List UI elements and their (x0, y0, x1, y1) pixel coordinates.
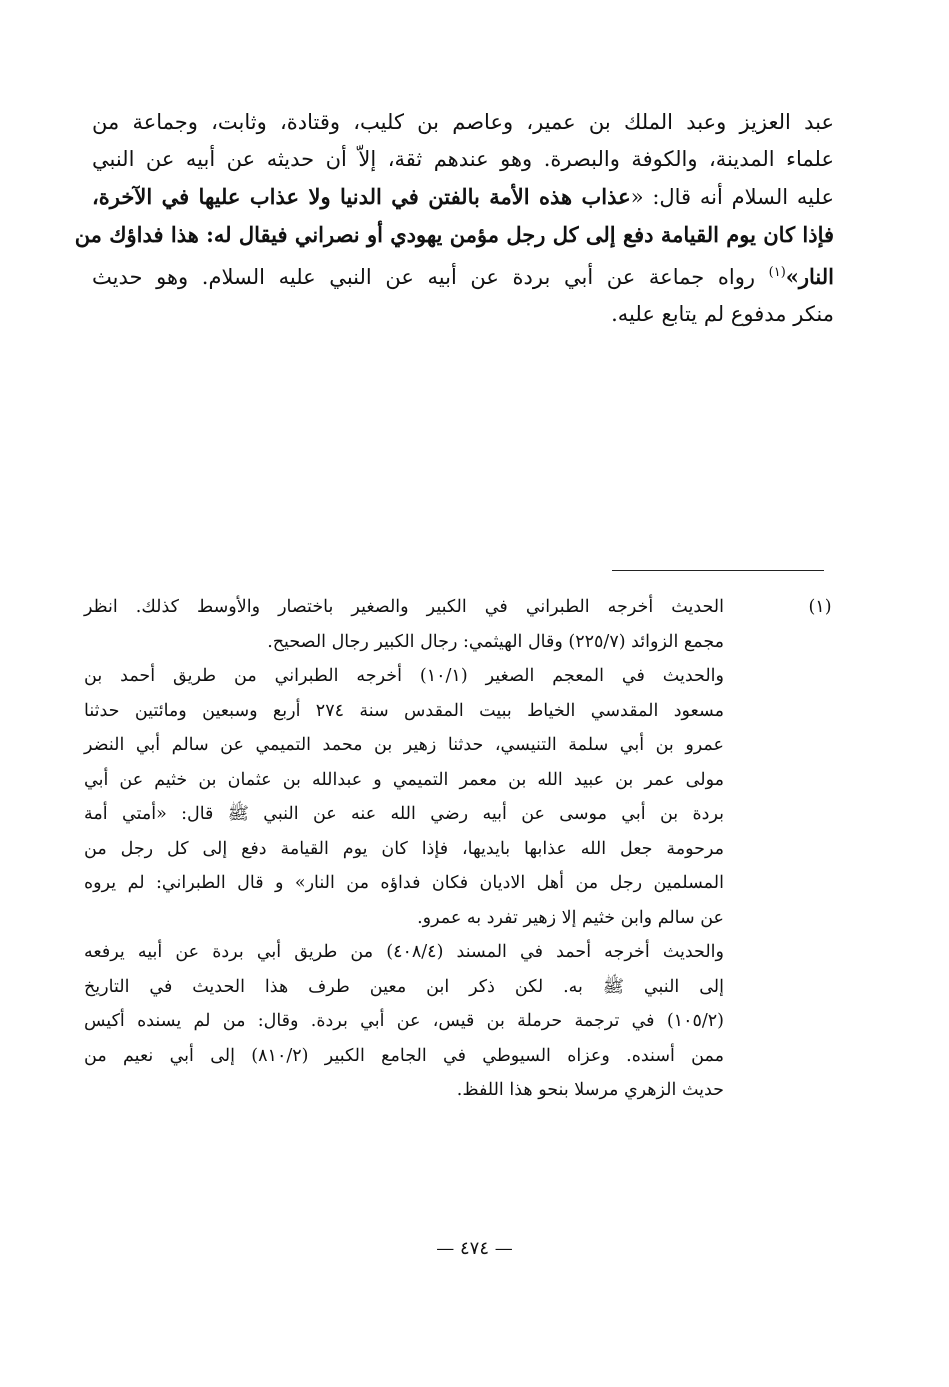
page-number: — ٤٧٤ — (436, 1238, 513, 1259)
footnote-line: مولى عمر بن عبيد الله بن معمر التميمي و عبدالله بن عثمان بن خثيم عن أبي (84, 769, 724, 790)
footnote-line: مرحومة جعل الله عذابها بايديها، فإذا كان يوم القيامة دفع إلى كل رجل من (84, 838, 724, 859)
footnote-body (84, 590, 724, 1108)
main-text-block (74, 104, 834, 333)
footnote-line: عن سالم وابن خثيم إلا زهير تفرد به عمرو. (417, 907, 724, 928)
hadith-quote-bold: النار» (785, 264, 834, 289)
footnote-line: حديث الزهري مرسلا بنحو هذا اللفظ. (456, 1080, 724, 1100)
main-text-segment: رواه جماعة عن أبي بردة عن أبيه عن النبي عليه السلام. وهو حديث (92, 265, 769, 289)
footnote-line: مجمع الزوائد (٢٢٥/٧) وقال الهيثمي: رجال الكبير رجال الصحيح. (267, 631, 724, 652)
footnote-line: مسعود المقدسي الخياط ببيت المقدس سنة ٢٧٤ أربع وسبعين ومائتين حدثنا (84, 700, 724, 721)
hadith-quote-bold: عذاب هذه الأمة بالفتن في الدنيا ولا عذاب عليها في الآخرة، (92, 184, 631, 209)
main-text-line: علماء المدينة، والكوفة والبصرة. وهو عندهم ثقة، إلاّ أن حديثه عن أبيه عن النبي (92, 147, 834, 171)
main-text-line (74, 216, 834, 254)
footnote-line: عمرو بن أبي سلمة التنيسي، حدثنا زهير بن محمد التميمي عن سالم أبي النضر (84, 735, 724, 755)
footnote-line: بردة بن أبي موسى عن أبيه رضي الله عنه عن النبي ﷺ قال: «أمتي أمة (84, 804, 724, 824)
main-text-line: عبد العزيز وعبد الملك بن عمير، وعاصم بن كليب، وقتادة، وثابت، وجماعة من (92, 110, 834, 134)
footnote-separator (612, 570, 824, 571)
main-text-segment: عليه السلام أنه قال: « (630, 185, 834, 209)
footnote-line: (١٠٥/٢) في ترجمة حرملة بن قيس، عن أبي بردة. وقال: من لم يسنده أكيس (84, 1011, 724, 1031)
footnote-line: المسلمين رجل من أهل الاديان فكان فداؤه من النار» و قال الطبراني: لم يروه (84, 873, 724, 893)
main-text-line: منكر مدفوع لم يتابع عليه. (611, 302, 834, 326)
footnote-line: والحديث أخرجه أحمد في المسند (٤٠٨/٤) من طريق أبي بردة عن أبيه يرفعه (84, 942, 724, 962)
footnote-line: الحديث أخرجه الطبراني في الكبير والصغير باختصار والأوسط كذلك. انظر (84, 597, 724, 617)
footnote-number: (١) (808, 597, 832, 617)
footnote-line: إلى النبي ﷺ به. لكن ذكر ابن معين طرف هذا الحديث في التاريخ (84, 976, 724, 997)
footnote-line: والحديث في المعجم الصغير (١٠/١) أخرجه الطبراني من طريق أحمد بن (84, 666, 724, 686)
main-text-line (92, 178, 834, 216)
footnote-reference[interactable]: (١) (768, 265, 786, 280)
hadith-quote-bold: فإذا كان يوم القيامة دفع إلى كل رجل مؤمن يهودي أو نصراني فيقال له: هذا فداؤك من (74, 222, 834, 247)
main-text-line (92, 254, 834, 296)
footnote-line: ممن أسنده. وعزاه السيوطي في الجامع الكبير (٨١٠/٢) إلى أبي نعيم من (84, 1045, 724, 1066)
